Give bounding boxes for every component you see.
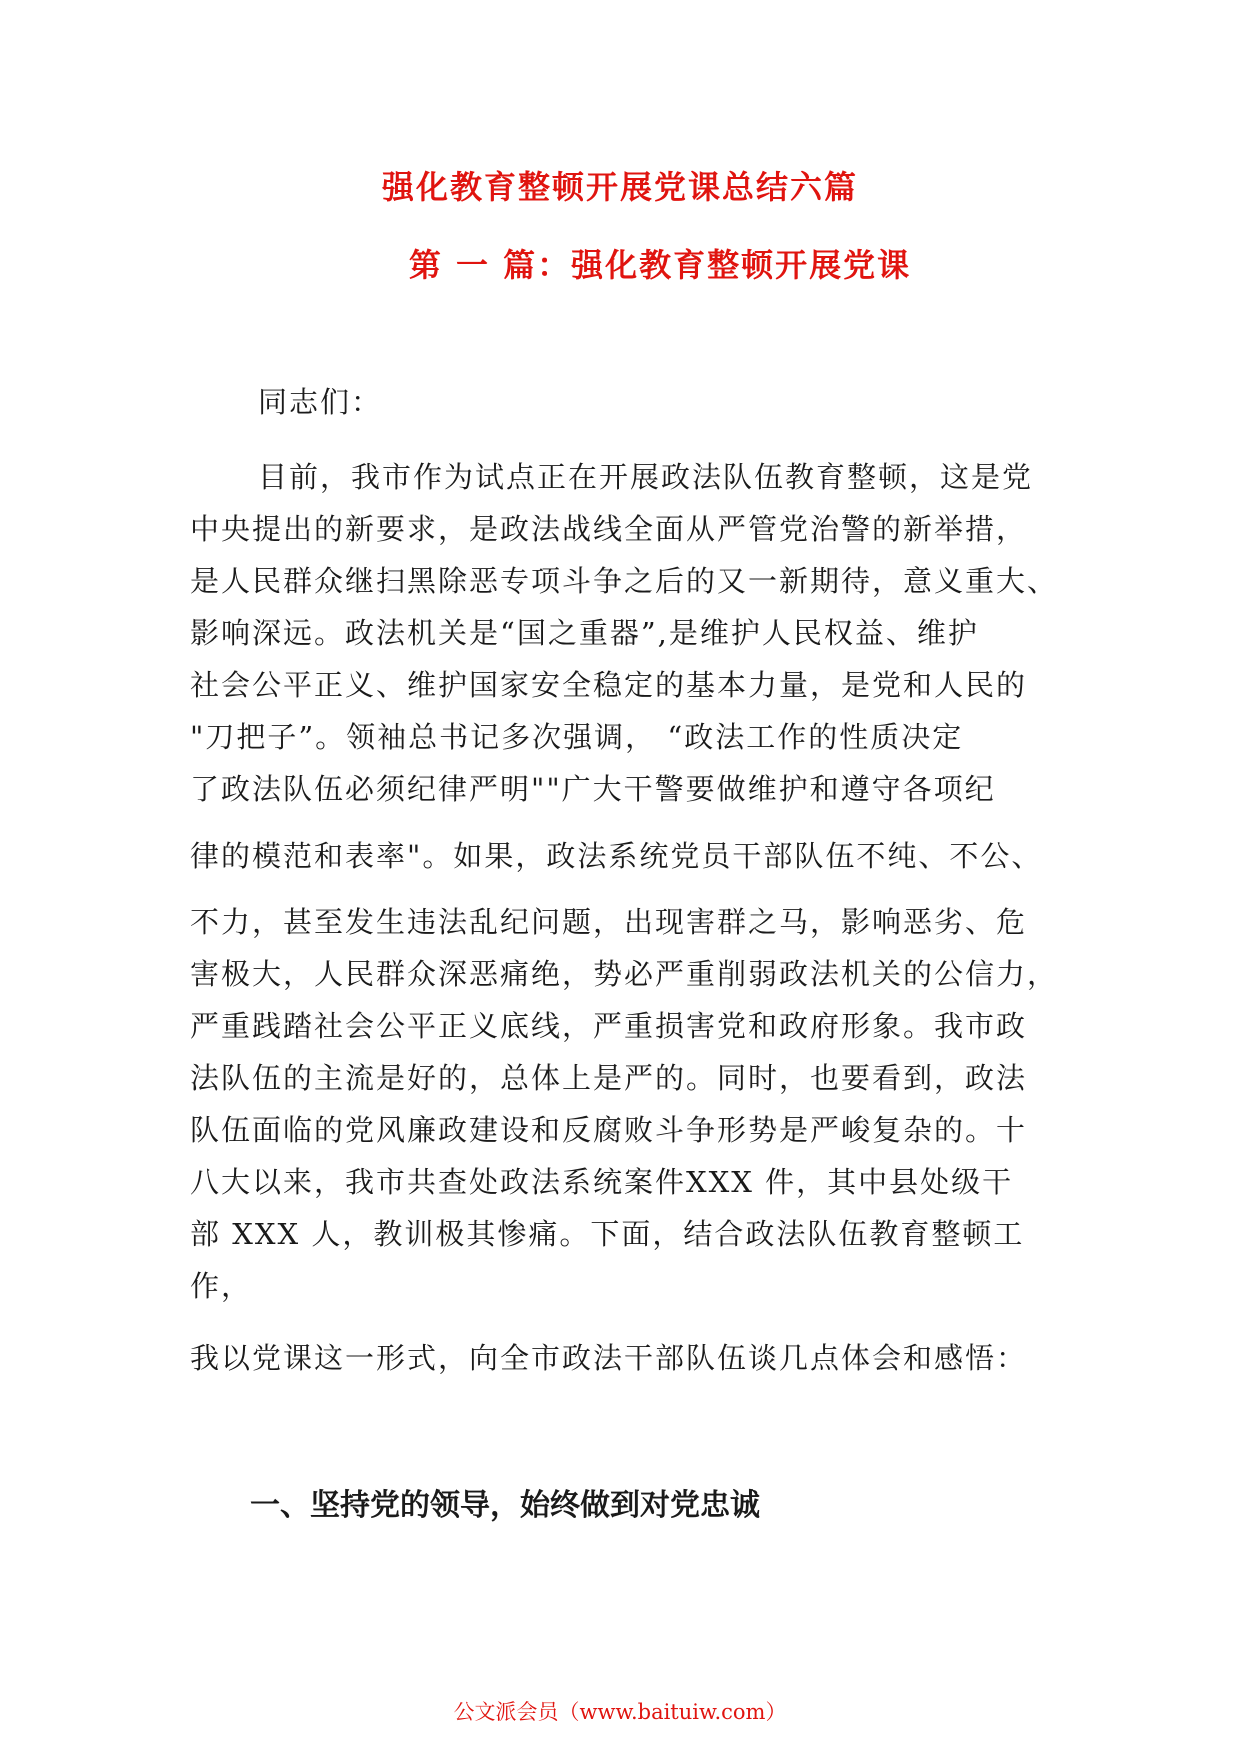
paragraph-line: 了政法队伍必须纪律严明""广大干警要做维护和遵守各项纪 [190,772,996,806]
paragraph-line: "刀把子”。领袖总书记多次强调， “政法工作的性质决定 [190,720,964,754]
paragraph-line: 害极大，人民群众深恶痛绝，势必严重削弱政法机关的公信力， [190,957,1059,991]
paragraph-line: 社会公平正义、维护国家安全稳定的基本力量，是党和人民的 [190,668,1028,702]
paragraph-line: 是人民群众继扫黑除恶专项斗争之后的又一新期待，意义重大、 [190,564,1059,598]
section-title: 第 一 篇：强化教育整顿开展党课 [408,246,912,284]
paragraph-line: 作， [190,1269,253,1303]
document-title: 强化教育整顿开展党课总结六篇 [381,168,858,206]
paragraph-line: 八大以来，我市共查处政法系统案件XXX 件，其中县处级干 [190,1165,1014,1199]
paragraph-line: 法队伍的主流是好的，总体上是严的。同时，也要看到，政法 [190,1061,1028,1095]
salutation: 同志们： [258,385,383,419]
paragraph-line: 我以党课这一形式，向全市政法干部队伍谈几点体会和感悟： [190,1341,1028,1375]
paragraph-line: 律的模范和表率"。如果，政法系统党员干部队伍不纯、不公、 [190,839,1043,873]
paragraph-line: 严重践踏社会公平正义底线，严重损害党和政府形象。我市政 [190,1009,1028,1043]
paragraph-line: 部 XXX 人，教训极其惨痛。下面，结合政法队伍教育整顿工 [190,1217,1025,1251]
paragraph-line: 中央提出的新要求，是政法战线全面从严管党治警的新举措， [190,512,1028,546]
paragraph-line: 不力，甚至发生违法乱纪问题，出现害群之马，影响恶劣、危 [190,905,1028,939]
section-heading: 一、坚持党的领导，始终做到对党忠诚 [250,1488,760,1523]
paragraph-line: 影响深远。政法机关是“国之重器”,是维护人民权益、维护 [190,616,979,650]
paragraph-line: 队伍面临的党风廉政建设和反腐败斗争形势是严峻复杂的。十 [190,1113,1028,1147]
footer-watermark: 公文派会员（www.baituiw.com） [453,1700,787,1724]
paragraph-line: 目前，我市作为试点正在开展政法队伍教育整顿，这是党 [258,460,1034,494]
